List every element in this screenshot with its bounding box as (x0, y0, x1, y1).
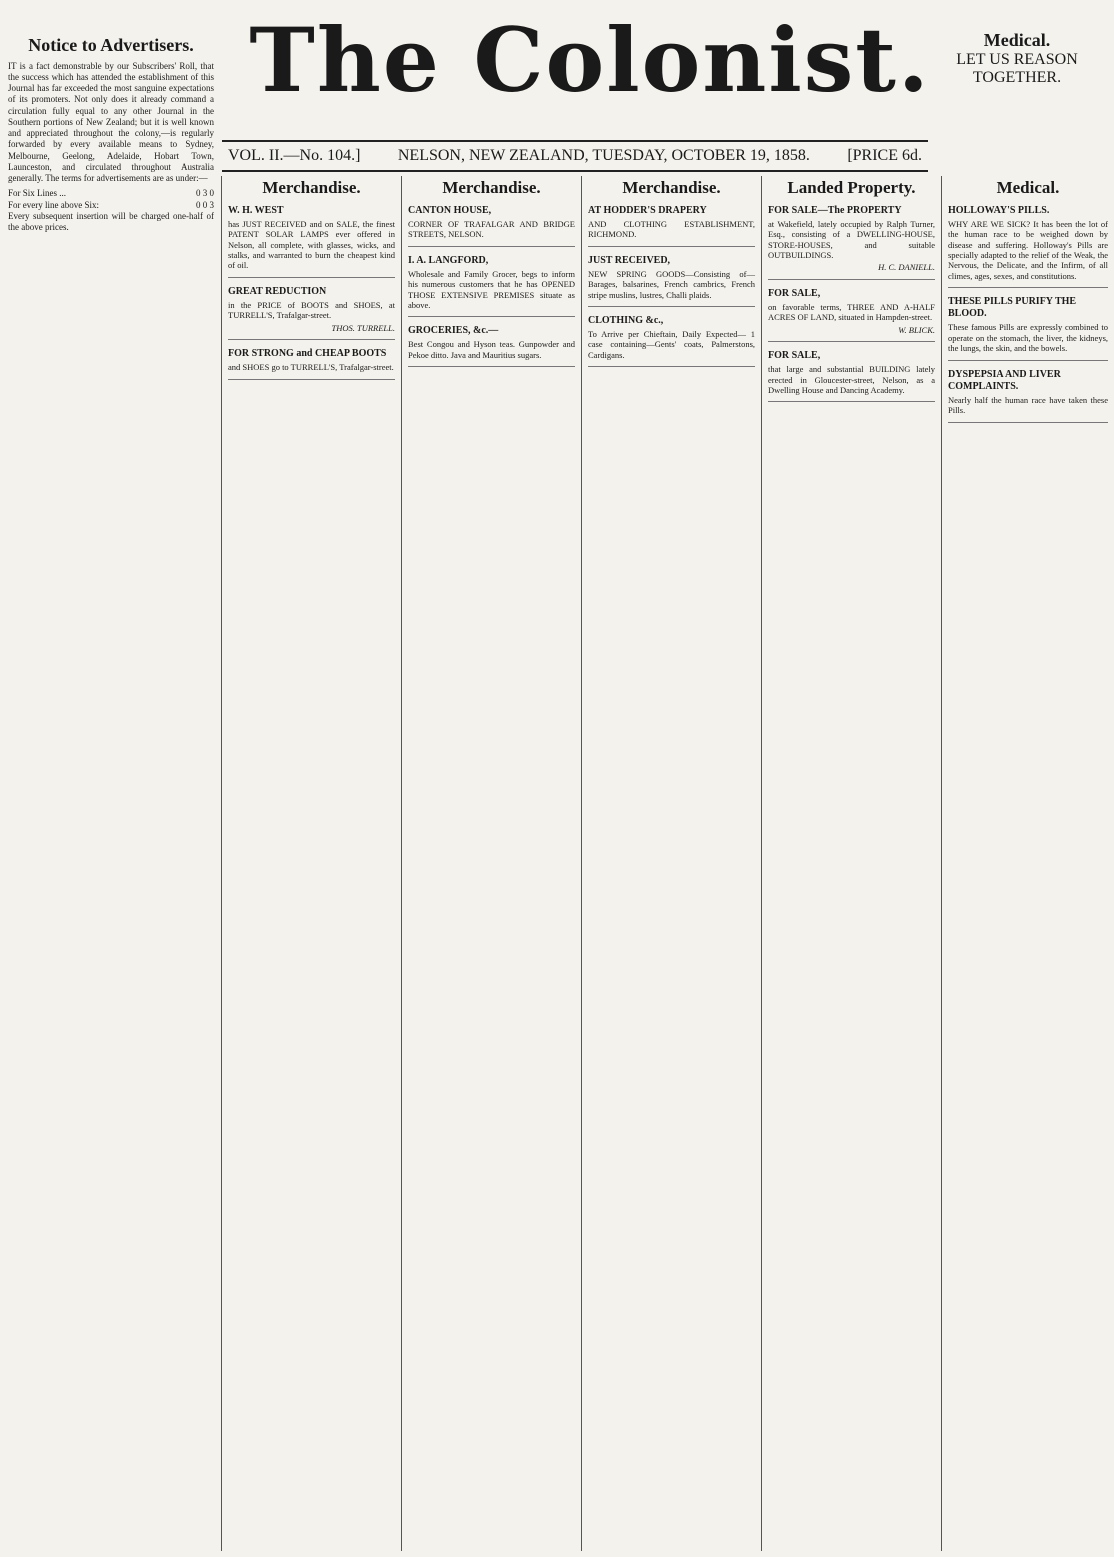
column-merchandise-2 (402, 176, 582, 1551)
place-date: NELSON, NEW ZEALAND, TUESDAY, OCTOBER 19, 1858. (397, 147, 810, 164)
ad-body: that large and substantial BUILDING lately erected in Gloucester-street, Nelson, as a Dwelling House and Dancing Academy. (768, 364, 935, 395)
ad-body: at Wakefield, lately occupied by Ralph Turner, Esq., consisting of a DWELLING-HOUSE, STORE-HOUSES, and suitable OUTBUILDINGS. (768, 218, 935, 260)
advertisement (228, 205, 395, 278)
ad-body: has JUST RECEIVED and on SALE, the finest PATENT SOLAR LAMPS ever offered in Nelson, all complete, with glasses, wicks, and stalks, and warranted to burn the cheapest kind of oil. (228, 218, 395, 271)
column-heading: Merchandise. (442, 178, 541, 197)
rate-label: For Six Lines ... (8, 188, 67, 199)
ad-body: and SHOES go to TURRELL'S, Trafalgar-street. (228, 362, 394, 373)
ad-body: Wholesale and Family Grocer, begs to inform his numerous customers that he has OPENED THOSE EXTENSIVE PREMISES situate as above. (408, 268, 575, 310)
volume-number: VOL. II.—No. 104.] (228, 147, 361, 164)
ad-heading: HOLLOWAY'S PILLS. (948, 204, 1050, 216)
medical-subheading: LET US REASON TOGETHER. (956, 51, 1078, 86)
advertisement (588, 205, 755, 247)
medical-heading: Medical. (983, 30, 1051, 50)
column-heading: Landed Property. (787, 178, 916, 197)
column-heading: Medical. (996, 178, 1060, 197)
ad-body: NEW SPRING GOODS—Consisting of— Barages, balsarines, French cambrics, French stripe muslins, lustres, Challi plaids. (588, 268, 755, 300)
rate-label: For every line above Six: (8, 199, 99, 210)
ad-heading: CANTON HOUSE, (408, 204, 492, 216)
ad-signature: THOS. TURRELL. (331, 322, 395, 333)
ad-heading: I. A. LANGFORD, (408, 254, 489, 266)
ad-body: AND CLOTHING ESTABLISHMENT, RICHMOND. (588, 218, 755, 240)
ad-heading: THESE PILLS PURIFY THE BLOOD. (948, 296, 1077, 320)
advertisement (768, 350, 935, 402)
advertisement (588, 255, 755, 307)
advertisement (768, 205, 935, 280)
masthead-title: The Colonist. (249, 8, 931, 112)
column-merchandise-3 (582, 176, 762, 1551)
ad-body: Nearly half the human race have taken these Pills. (948, 394, 1108, 416)
advertisement (768, 288, 935, 342)
ad-heading: JUST RECEIVED, (588, 254, 671, 266)
advertisement (228, 348, 395, 380)
ad-heading: GROCERIES, &c.— (408, 325, 499, 337)
notice-heading: Notice to Advertisers. (28, 35, 194, 55)
column-heading: Merchandise. (262, 178, 361, 197)
advertisement (408, 255, 575, 318)
ad-heading: FOR SALE, (768, 349, 821, 361)
column-merchandise-1 (222, 176, 402, 1551)
issue-info-bar (222, 140, 928, 172)
ad-body: These famous Pills are expressly combined to operate on the stomach, the liver, the kidneys, the lungs, the skin, and the bowels. (948, 322, 1108, 354)
ad-heading: W. H. WEST (228, 204, 284, 216)
ad-heading: GREAT REDUCTION (228, 285, 327, 297)
ad-body: in the PRICE of BOOTS and SHOES, at TURRELL'S, Trafalgar-street. (228, 299, 395, 321)
advertisement (948, 205, 1108, 288)
advertisement (408, 205, 575, 247)
rate-value: 0 0 3 (196, 199, 214, 210)
columns (0, 176, 1114, 1551)
column-notices (0, 176, 222, 1551)
notice-body: IT is a fact demonstrable by our Subscribers' Roll, that the success which has attended the establishment of this Journal has far exceeded the most sanguine expectations of its promoters. Not only does it already command a circulation fully equal to any other Journal in the Southern portions of New Zealand; but it is well known and appreciated throughout the colony,—is regularly forwarded by every available means to Sydney, Melbourne, Geelong, Adelaide, Hobart Town, Launceston, and circulated throughout Australia generally. The terms for advertisements are as under:— (8, 60, 214, 183)
ad-body: CORNER OF TRAFALGAR AND BRIDGE STREETS, NELSON. (408, 218, 575, 240)
ad-heading: AT HODDER'S DRAPERY (588, 204, 707, 216)
ad-heading: CLOTHING &c., (588, 314, 664, 326)
price: [PRICE 6d. (847, 147, 922, 164)
ad-body: WHY ARE WE SICK? It has been the lot of the human race to be weighed down by disease and suffering. Holloway's Pills are specially adapted to the relief of the Weak, the Nervous, the Delicate, and the Infirm, of all climes, ages, sexes, and constitutions. (948, 218, 1108, 281)
ad-body: on favorable terms, THREE AND A-HALF ACRES OF LAND, situated in Hampden-street. (768, 301, 935, 323)
ad-signature: W. BLICK. (898, 324, 935, 335)
column-landed-property (762, 176, 942, 1551)
ad-heading: FOR STRONG and CHEAP BOOTS (228, 347, 387, 359)
column-heading: Merchandise. (622, 178, 721, 197)
advertisement (228, 286, 395, 340)
notice-extra: Every subsequent insertion will be charged one-half of the above prices. (8, 210, 214, 232)
advertisement (408, 325, 575, 367)
advertisement (948, 296, 1108, 360)
medical-header (928, 30, 1106, 87)
ad-body: To Arrive per Chieftain, Daily Expected— 1 case containing—Gents' coats, Palmerstons, Cardigans. (588, 329, 755, 360)
ad-heading: FOR SALE—The PROPERTY (768, 204, 902, 216)
ad-heading: FOR SALE, (768, 287, 821, 299)
advertisement (948, 369, 1108, 423)
rate-value: 0 3 0 (196, 188, 214, 199)
column-medical (942, 176, 1114, 1551)
ad-body: Best Congou and Hyson teas. Gunpowder and Pekoe ditto. Java and Mauritius sugars. (408, 339, 575, 360)
ad-signature: H. C. DANIELL. (878, 262, 935, 273)
ad-heading: DYSPEPSIA AND LIVER COMPLAINTS. (948, 368, 1061, 392)
advertisement (588, 315, 755, 367)
